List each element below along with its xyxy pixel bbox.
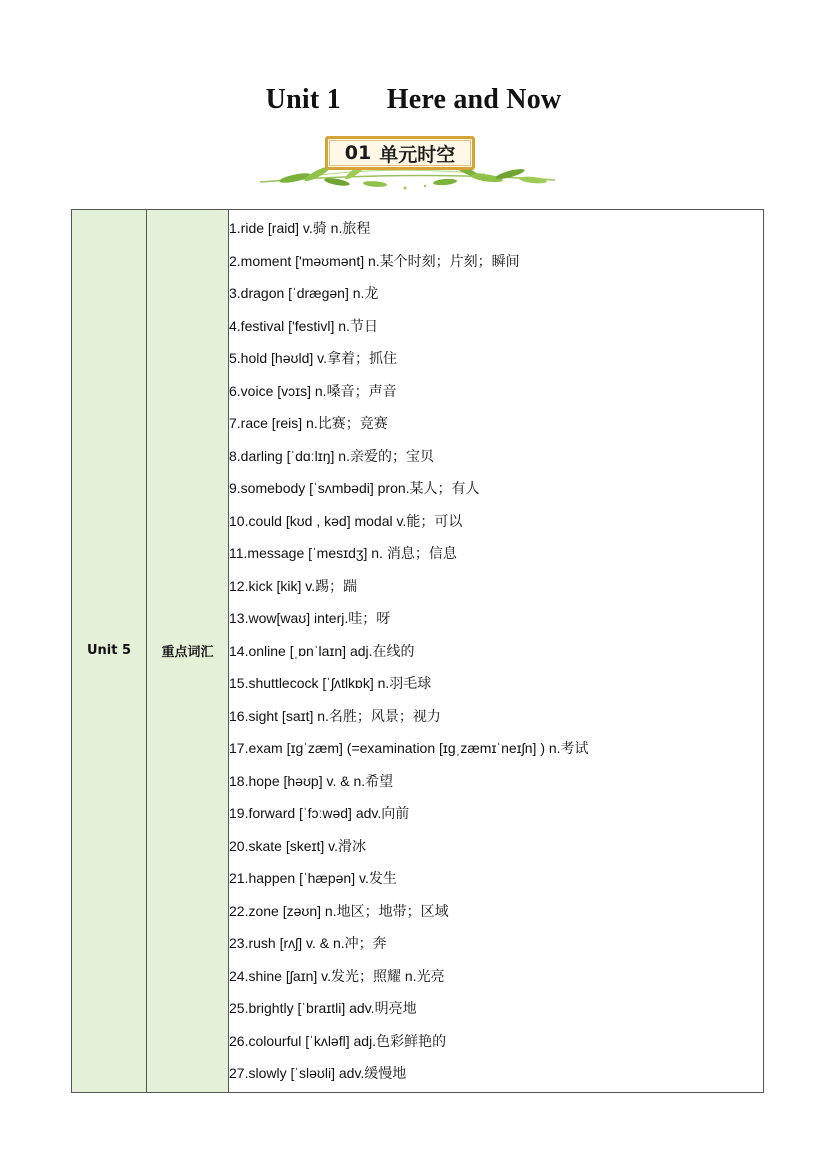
vocabulary-item: 7.race [reis] n.比赛；竞赛 [229, 415, 388, 431]
table-row [72, 210, 764, 1093]
vocabulary-item: 1.ride [raid] v.骑 n.旅程 [229, 220, 371, 236]
vocabulary-item: 19.forward [ˈfɔːwəd] adv.向前 [229, 805, 410, 821]
vocabulary-item: 6.voice [vɔɪs] n.嗓音；声音 [229, 382, 397, 399]
vocabulary-item: 2.moment ['məʊmənt] n.某个时刻；片刻；瞬间 [229, 252, 520, 269]
vocabulary-item: 4.festival ['festivl] n.节日 [229, 317, 378, 334]
vocabulary-item: 26.colourful [ˈkʌləfl] adj.色彩鲜艳的 [229, 1032, 447, 1049]
vocabulary-item: 18.hope [həʊp] v. & n.希望 [229, 772, 394, 789]
vocabulary-item: 21.happen [ˈhæpən] v.发生 [229, 870, 397, 886]
vocabulary-list-cell [229, 210, 764, 1093]
category-cell: 重点词汇 [147, 210, 229, 1093]
vocabulary-item: 3.dragon [ˈdræɡən] n.龙 [229, 285, 379, 301]
section-badge-frame [325, 136, 475, 170]
vocabulary-item: 24.shine [ʃaɪn] v.发光；照耀 n.光亮 [229, 967, 445, 984]
vocabulary-item: 15.shuttlecock [ˈʃʌtlkɒk] n.羽毛球 [229, 675, 432, 691]
section-label: 单元时空 [379, 143, 456, 166]
page-title [0, 84, 827, 116]
section-badge [255, 130, 565, 194]
vocabulary-item: 14.online [ˌɒnˈlaɪn] adj.在线的 [229, 642, 415, 659]
unit-name: Here and Now [386, 84, 562, 115]
vocabulary-item: 13.wow[waʊ] interj.哇；呀 [229, 610, 391, 626]
vocabulary-item: 22.zone [zəʊn] n.地区；地带；区域 [229, 902, 449, 919]
vocabulary-item: 11.message [ˈmesɪdʒ] n. 消息；信息 [229, 545, 457, 561]
vocabulary-item: 12.kick [kik] v.踢；踹 [229, 577, 358, 594]
vocabulary-list [229, 210, 763, 1092]
vocabulary-item: 27.slowly [ˈsləʊli] adv.缓慢地 [229, 1065, 407, 1081]
vocabulary-item: 20.skate [skeɪt] v.滑冰 [229, 837, 366, 854]
vocabulary-item: 16.sight [saɪt] n.名胜；风景；视力 [229, 707, 441, 724]
vocabulary-item: 25.brightly [ˈbraɪtli] adv.明亮地 [229, 1000, 417, 1016]
vocabulary-item: 8.darling [ˈdɑːlɪŋ] n.亲爱的；宝贝 [229, 447, 434, 464]
vocabulary-item: 5.hold [həʊld] v.拿着；抓住 [229, 350, 397, 366]
vocabulary-item: 9.somebody [ˈsʌmbədi] pron.某人；有人 [229, 480, 480, 496]
vocabulary-item: 23.rush [rʌʃ] v. & n.冲；奔 [229, 935, 387, 951]
vocabulary-item: 17.exam [ɪɡˈzæm] (=examination [ɪɡˌzæmɪˈneɪʃn] ) n.考试 [229, 740, 589, 756]
section-number: 01 [344, 142, 372, 164]
vocabulary-item: 10.could [kʊd , kəd] modal v.能；可以 [229, 512, 463, 529]
unit-cell: Unit 5 [72, 210, 147, 1093]
unit-number: Unit 1 [265, 84, 341, 115]
vocabulary-table [71, 209, 764, 1093]
